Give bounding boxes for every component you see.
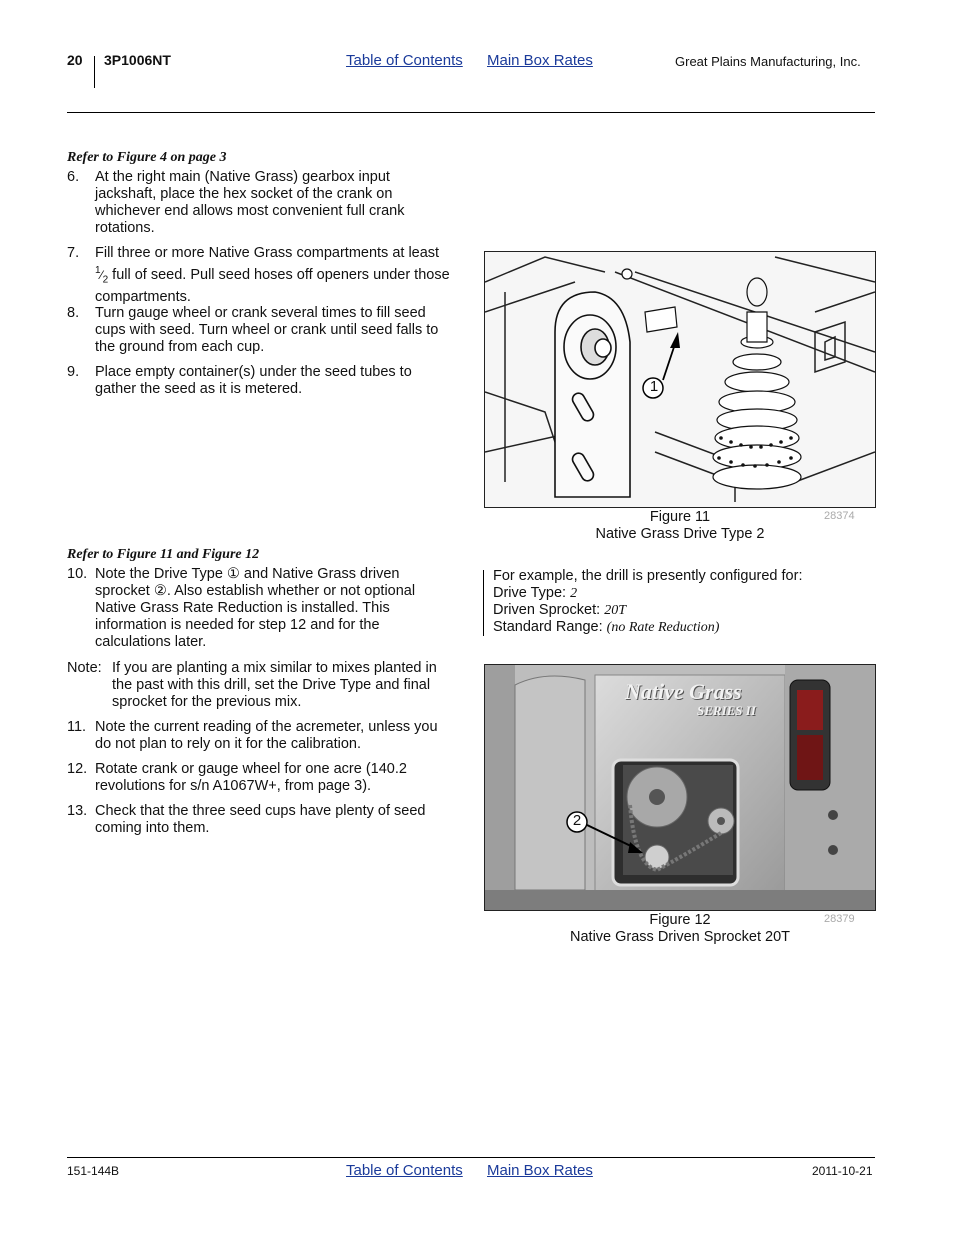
step-text: Rotate crank or gauge wheel for one acre (140.2 revolutions for s/n A1067W+, from page 3). bbox=[95, 761, 407, 794]
main-box-rates-link[interactable]: Main Box Rates bbox=[487, 52, 593, 69]
step-13 bbox=[67, 803, 457, 843]
figure-11-code: 28374 bbox=[824, 510, 855, 522]
step-9 bbox=[67, 364, 457, 404]
step-number: 8. bbox=[67, 305, 80, 321]
table-of-contents-link[interactable]: Table of Contents bbox=[346, 52, 463, 69]
publication-date: 2011-10-21 bbox=[812, 1164, 873, 1178]
callout-1: 1 bbox=[649, 378, 659, 395]
example-drive-type: Drive Type: 2 bbox=[493, 585, 578, 601]
step-number: 13. bbox=[67, 803, 88, 819]
header-rule bbox=[67, 112, 875, 113]
example-driven-sprocket: Driven Sprocket: 20T bbox=[493, 602, 627, 618]
note bbox=[67, 660, 462, 714]
footer-table-of-contents-link[interactable]: Table of Contents bbox=[346, 1162, 463, 1179]
figure-12-caption bbox=[540, 912, 820, 946]
fraction-denominator: 2 bbox=[102, 274, 109, 286]
step-number: 6. bbox=[67, 169, 80, 185]
page-number: 20 bbox=[67, 52, 83, 68]
decal-native-grass: Native Grass bbox=[625, 679, 742, 704]
company-name: Great Plains Manufacturing, Inc. bbox=[675, 54, 861, 69]
example-change-bar bbox=[483, 570, 484, 636]
step-text: Note the current reading of the acremeter, unless you do not plan to rely on it for the calibration. bbox=[95, 719, 438, 752]
step-text: Note the Drive Type ① and Native Grass driven sprocket ②. Also establish whether or not optional Native Grass Rate Reduction is installed. This information is needed for step 12 and for the calculations later. bbox=[95, 566, 416, 650]
example-block bbox=[493, 568, 873, 636]
figure-12-title: Native Grass Driven Sprocket 20T bbox=[570, 929, 790, 945]
step-number: 10. bbox=[67, 566, 88, 582]
figure-11-image bbox=[484, 251, 876, 508]
note-text: If you are planting a mix similar to mixes planted in the past with this drill, set the Drive Type and final sprocket for the previous mix. bbox=[112, 660, 437, 710]
step-10 bbox=[67, 566, 457, 654]
refer-figure-4: Refer to Figure 4 on page 3 bbox=[67, 150, 227, 165]
step-number: 7. bbox=[67, 245, 80, 261]
fraction-numerator: 1 bbox=[95, 265, 101, 276]
step-text: Place empty container(s) under the seed tubes to gather the seed as it is metered. bbox=[95, 364, 412, 397]
callout-2: 2 bbox=[572, 812, 582, 829]
figure-12-image bbox=[484, 664, 876, 911]
step-text: Check that the three seed cups have plenty of seed coming into them. bbox=[95, 803, 426, 836]
refer-figure-11-12: Refer to Figure 11 and Figure 12 bbox=[67, 547, 260, 562]
footer-main-box-rates-link[interactable]: Main Box Rates bbox=[487, 1162, 593, 1179]
note-label: Note: bbox=[67, 660, 102, 676]
figure-11-label: Figure 11 bbox=[649, 509, 711, 525]
step-12 bbox=[67, 761, 457, 801]
figure-12-label: Figure 12 bbox=[649, 912, 711, 928]
footer-rule bbox=[67, 1157, 875, 1158]
header-divider bbox=[94, 56, 95, 88]
example-standard-range: Standard Range: (no Rate Reduction) bbox=[493, 619, 720, 635]
step-number: 12. bbox=[67, 761, 88, 777]
step-11 bbox=[67, 719, 457, 759]
step-7 bbox=[67, 245, 457, 305]
fraction-separator: ⁄ bbox=[100, 267, 103, 282]
step-8 bbox=[67, 305, 457, 359]
decal-series-ii: SERIES II bbox=[697, 703, 756, 718]
doc-number: 151-144B bbox=[67, 1164, 120, 1178]
step-text: Fill three or more Native Grass compartments at least $^1⁄_2$ full of seed. Pull seed hoses off openers under those compartments. bbox=[95, 245, 450, 305]
example-intro: For example, the drill is presently configured for: bbox=[493, 568, 803, 584]
figure-12-code: 28379 bbox=[824, 913, 855, 925]
step-text: At the right main (Native Grass) gearbox input jackshaft, place the hex socket of the crank on whichever end allows most convenient full crank rotations. bbox=[95, 169, 405, 236]
step-number: 9. bbox=[67, 364, 80, 380]
figure-11-title: Native Grass Drive Type 2 bbox=[595, 526, 765, 542]
step-number: 11. bbox=[67, 719, 87, 735]
step-text: Turn gauge wheel or crank several times to fill seed cups with seed. Turn wheel or crank until seed falls to the ground from each cup. bbox=[95, 305, 439, 355]
figure-11-caption bbox=[560, 509, 800, 543]
model-number: 3P1006NT bbox=[104, 52, 171, 68]
drive-type-illustration bbox=[485, 252, 875, 507]
step-6 bbox=[67, 169, 457, 239]
